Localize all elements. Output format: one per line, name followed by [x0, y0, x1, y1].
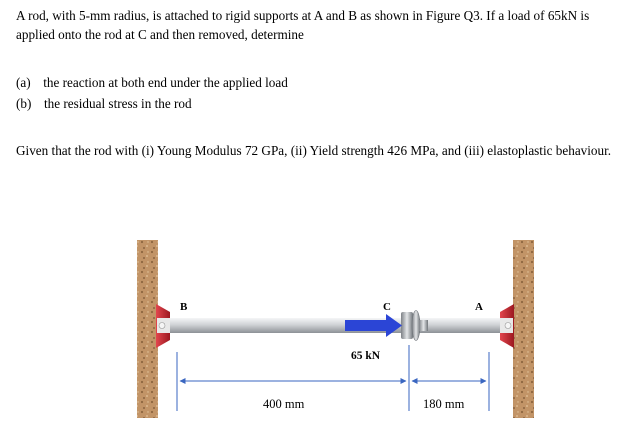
label-b: B: [180, 301, 188, 313]
dimension-ca-label: 180 mm: [423, 397, 465, 411]
problem-statement: A rod, with 5-mm radius, is attached to rigid supports at A and B as shown in Figure Q3. If a load of 65kN is applied onto the rod at C and then removed, determine: [16, 8, 590, 42]
label-a: A: [475, 301, 483, 313]
load-collar-c: [401, 311, 428, 341]
given-statement: Given that the rod with (i) Young Modulus 72 GPa, (ii) Yield strength 426 MPa, and (iii) elastoplastic behaviour.: [16, 143, 612, 158]
dimension-bc-label: 400 mm: [263, 397, 305, 411]
rod: [170, 318, 510, 333]
question-text: the reaction at both end under the applied load: [43, 75, 288, 90]
support-bracket-a: [500, 304, 514, 348]
support-bracket-b: [156, 304, 170, 348]
load-arrow: [345, 314, 402, 337]
label-c: C: [383, 301, 391, 313]
wall-left: [137, 240, 158, 418]
question-label: (a): [16, 75, 31, 90]
question-text: the residual stress in the rod: [43, 96, 192, 111]
load-label: 65 kN: [351, 350, 381, 362]
wall-right: [513, 240, 534, 418]
question-label: (b): [16, 96, 32, 111]
